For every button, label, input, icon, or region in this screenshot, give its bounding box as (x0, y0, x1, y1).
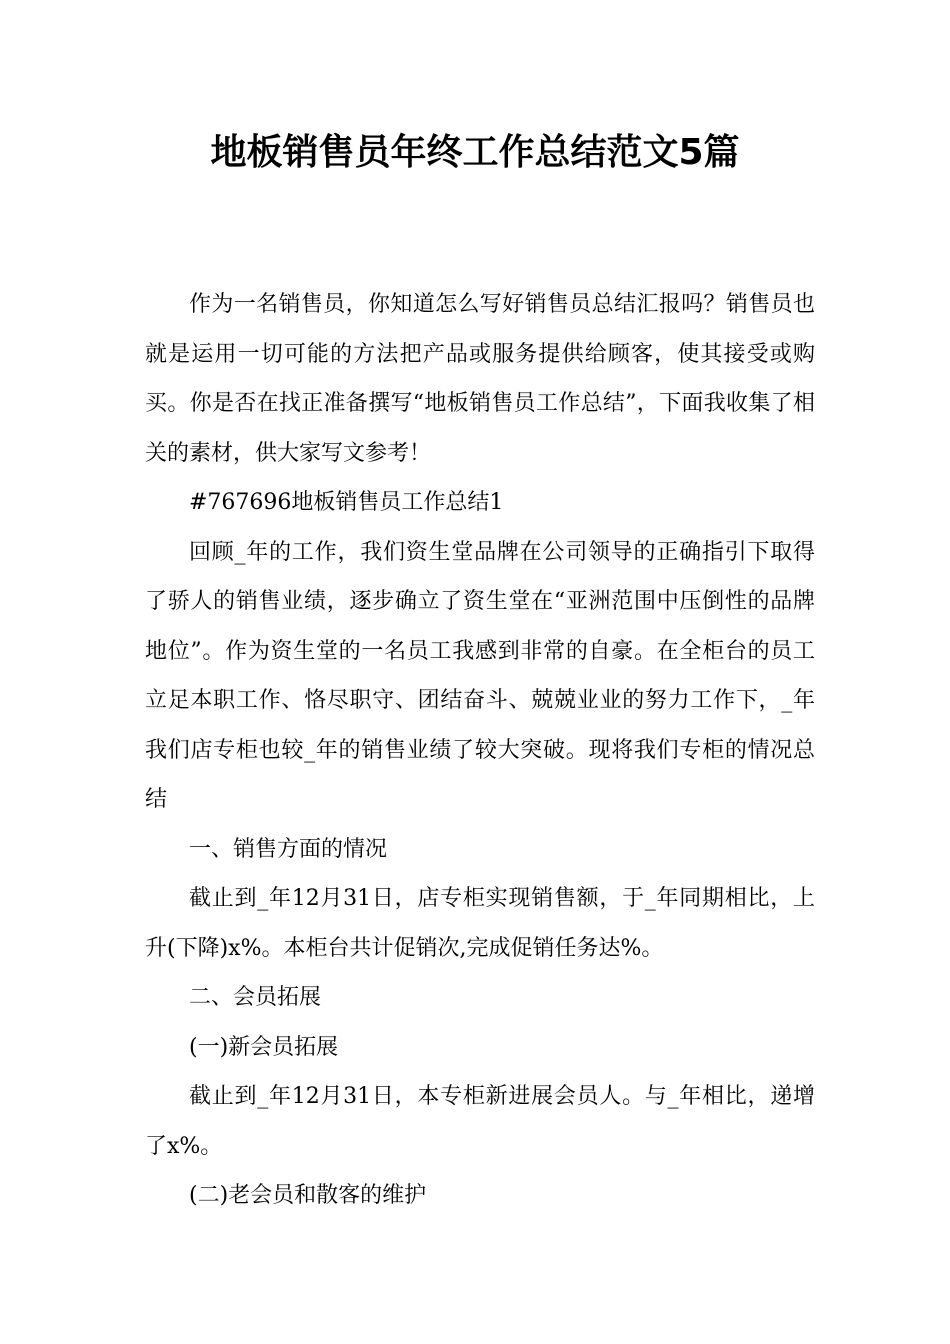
document-body (145, 280, 815, 1221)
intro-paragraph: 作为一名销售员，你知道怎么写好销售员总结汇报吗？销售员也就是运用一切可能的方法把产品或服务提供给顾客，使其接受或购买。你是否在找正准备撰写“地板销售员工作总结”，下面我收集了相关的素材，供大家写文参考！ (145, 292, 815, 466)
document-title: 地板销售员年终工作总结范文5篇 (210, 132, 740, 173)
subheading-new-members: (一)新会员拓展 (189, 1034, 339, 1060)
review-paragraph: 回顾_年的工作，我们资生堂品牌在公司领导的正确指引下取得了骄人的销售业绩，逐步确立了资生堂在“亚洲范围中压倒性的品牌地位”。作为资生堂的一名员工我感到非常的自豪。在全柜台的员工立足本职工作、恪尽职守、团结奋斗、兢兢业业的努力工作下，_年我们店专柜也较_年的销售业绩了较大突破。现将我们专柜的情况总结 (145, 539, 815, 812)
section-heading-sales: 一、销售方面的情况 (189, 836, 388, 862)
sales-paragraph: 截止到_年12月31日，店专柜实现销售额，于_年同期相比，上升(下降)x%。本柜台共计促销次,完成促销任务达%。 (145, 886, 815, 961)
section-heading-summary-1: #767696地板销售员工作总结1 (189, 490, 504, 515)
subheading-old-members: (二)老会员和散客的维护 (189, 1183, 427, 1208)
section-heading-members: 二、会员拓展 (189, 985, 322, 1010)
new-members-paragraph: 截止到_年12月31日，本专柜新进展会员人。与_年相比，递增了x%。 (145, 1084, 815, 1159)
